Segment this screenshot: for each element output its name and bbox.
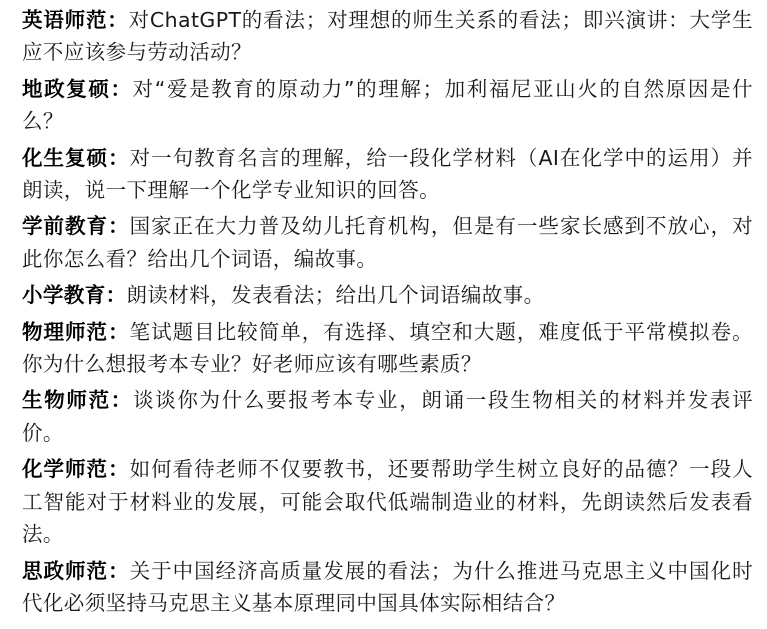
- entry-label: 思政师范：: [22, 558, 130, 583]
- entry-text: 笔试题目比较简单，有选择、填空和大题，难度低于平常模拟卷。你为什么想报考本专业？好老师应该有哪些素质？: [22, 319, 753, 377]
- entry-chemistry-biology-retest: [22, 142, 753, 207]
- entry-text: 谈谈你为什么要报考本专业，朗诵一段生物相关的材料并发表评价。: [22, 388, 753, 445]
- entry-geography-politics-retest: [22, 73, 753, 138]
- entry-label: 英语师范：: [22, 8, 129, 32]
- entry-text: 对“爱是教育的原动力”的理解；加利福尼亚山火的自然原因是什么？: [22, 76, 754, 134]
- entry-label: 化生复硕：: [22, 145, 130, 170]
- entry-text: 朗读材料，发表看法；给出几个词语编故事。: [126, 283, 545, 308]
- entry-biology-education: [22, 384, 753, 449]
- entry-label: 化学师范：: [22, 457, 130, 482]
- entry-text: 国家正在大力普及幼儿托育机构，但是有一些家长感到不放心，对此你怎么看？给出几个词语，编故事。: [22, 214, 753, 271]
- entry-text: 对一句教育名言的理解，给一段化学材料（AI在化学中的运用）并朗读，说一下理解一个化学专业知识的回答。: [22, 145, 754, 203]
- entry-label: 地政复硕：: [22, 76, 133, 101]
- entry-primary-education: [22, 279, 753, 311]
- entry-label: 生物师范：: [22, 388, 133, 413]
- entry-label: 物理师范：: [22, 319, 130, 344]
- entry-text: 如何看待老师不仅要教书，还要帮助学生树立良好的品德？一段人工智能对于材料业的发展，可能会取代低端制造业的材料，先朗读然后发表看法。: [22, 457, 753, 547]
- entry-text: 关于中国经济高质量发展的看法；为什么推进马克思主义中国化时代化必须坚持马克思主义基本原理同中国具体实际相结合？: [22, 558, 753, 615]
- entry-politics-education: [22, 555, 753, 620]
- entry-label: 学前教育：: [22, 214, 130, 239]
- entry-chemistry-education: [22, 453, 753, 550]
- entry-physics-education: [22, 316, 753, 381]
- entry-english-education: [22, 4, 753, 69]
- entry-text: 对ChatGPT的看法；对理想的师生关系的看法；即兴演讲：大学生应不应该参与劳动活动？: [22, 8, 753, 65]
- entry-label: 小学教育：: [22, 283, 127, 308]
- entry-preschool-education: [22, 210, 753, 275]
